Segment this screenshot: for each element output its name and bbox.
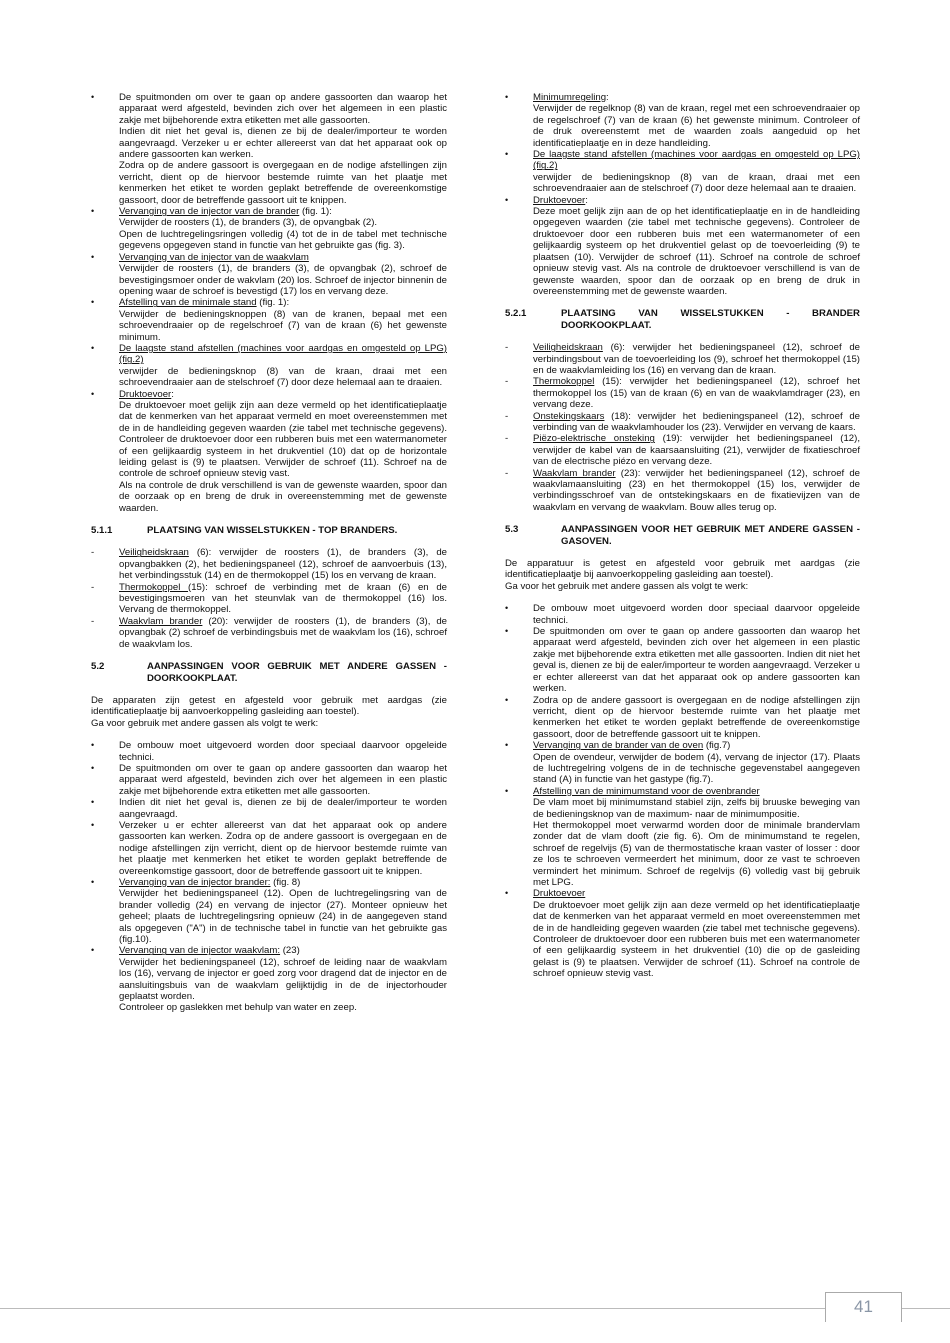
item-title: Druktoevoer bbox=[533, 194, 586, 206]
paragraph: Verwijder de roosters (1), de branders (3), de opvangbak (2). bbox=[119, 217, 378, 229]
item-title: Druktoevoer bbox=[119, 388, 172, 400]
section-title: AANPASSINGEN VOOR GEBRUIK MET ANDERE GASSEN - DOORKOOKPLAAT. bbox=[147, 661, 447, 684]
item-text: (6): verwijder het bedieningspaneel (12), schroef de verbindingsbout van de toevoerleiding los (9), schroef het thermokoppel (15) en de waakvlamleiding los (16) en vervang dan de kraan. bbox=[533, 342, 860, 376]
item-title-suffix: : bbox=[171, 388, 174, 400]
section-number: 5.2.1 bbox=[505, 308, 527, 320]
list-item bbox=[505, 468, 860, 514]
section-heading bbox=[91, 525, 447, 536]
paragraph: De vlam moet bij minimumstand stabiel zijn, zelfs bij bruuske beweging van de bedieningsknop van de maximum- naar de minimumpositie. bbox=[533, 797, 860, 820]
item-title: Vervanging van de injector van de waakvlam bbox=[119, 251, 309, 263]
paragraph: De apparatuur is getest en afgesteld voor gebruik met aardgas (zie identificatieplaatje bij aanvoerkoppeling gasleiding aan toestel). bbox=[505, 558, 860, 581]
item-text: (23): verwijder het bedieningspaneel (12), schroef de waakvlamaansluiting (23) en het thermokoppel (15) los, verwijder de verbindingsschroef van de ontstekingskaars en de fixatievijzen van de waakvlam en vervang de waakvlam. Bouw alles terug op. bbox=[533, 467, 861, 513]
paragraph: Open de ovendeur, verwijder de bodem (4), vervang de injector (17). Plaats de luchtregelring volgens de in de technische gegevenstabel aangegeven stand (A) in functie van het gastype (fig.7). bbox=[533, 751, 860, 786]
paragraph: • De spuitmonden om over te gaan op andere gassoorten dan waarop het apparaat werd afgesteld, bevinden zich over het algemeen in een plastic zakje met bijbehorende extra etiketten met alle gassoorten. bbox=[119, 92, 447, 126]
list-item bbox=[505, 92, 860, 149]
right-column bbox=[505, 92, 860, 980]
item-title-suffix: (fig. 8) bbox=[270, 877, 301, 888]
paragraph: • De ombouw moet uitgevoerd worden door speciaal daarvoor opgeleide technici. bbox=[119, 740, 447, 763]
paragraph: • De ombouw moet uitgevoerd worden door speciaal daarvoor opgeleide technici. bbox=[533, 603, 860, 626]
item-title: Veiligheidskraan bbox=[119, 547, 189, 559]
list-item bbox=[505, 376, 860, 410]
paragraph: De druktoevoer moet gelijk zijn aan deze vermeld op het identificatieplaatje dat de kenmerken van het apparaat vermeld en moet overeenstemmen met de in de handleiding gegeven waarden (zie tabel met technische gegevens). Controleer de druktoevoer door een rubberen buis met een watermanometer of een gelijkaardig systeem in het drukventiel (10) die op de gasleiding gelast is (9) te plaatsen. Verwijder de schroef (11). Schroef na controle de schroef opnieuw stevig vast. bbox=[533, 899, 860, 980]
paragraph: De druktoevoer moet gelijk zijn aan deze vermeld op het identificatieplaatje dat de kenmerken van het apparaat vermeld en moet overeenstemmen met de in de handleiding gegeven waarden (zie tabel met technische gegevens). Controleer de druktoevoer door een rubberen buis met een watermanometer of een gelijkaardig systeem in het drukventiel (10) dat op de horizontale leiding gelast is (9) te plaatsen. Verwijder de schroef (11). Schroef na de controle de schroef opnieuw stevig vast. bbox=[119, 399, 447, 480]
list-item bbox=[91, 547, 447, 581]
item-title: Vervanging van de injector van de brander bbox=[119, 206, 300, 218]
paragraph: • Indien dit niet het geval is, dienen ze bij de dealer/importeur te worden aangevraagd. bbox=[119, 797, 447, 820]
item-title-suffix: (fig. 1): bbox=[299, 206, 332, 218]
paragraph: Verwijder het bedieningspaneel (12), schroef de leiding naar de waakvlam los (16), vervang de injector er goed zorg voor dragend dat de injector en de aansluitingsbuis van de waakvlam gelijktijdig in de de injectorhouder geplaatst worden. bbox=[119, 956, 447, 1003]
list-item bbox=[91, 92, 447, 206]
paragraph: Verwijder de bedieningsknoppen (8) van de kranen, bepaal met een schroevendraaier op de regelschroef (7) van de kraan (6) het gewenste minimum. bbox=[119, 308, 447, 343]
list-item bbox=[91, 343, 447, 389]
list-item bbox=[505, 786, 860, 889]
paragraph: Deze moet gelijk zijn aan de op het identificatieplaatje en in de handleiding opgegeven waarden (zie tabel met technische gegevens). Controleer de druktoevoer door een rubberen buis met een watermanometer of een gelijkaardig systeem op het drukventiel gelast op de toevoerleiding (9) te plaatsen (10). Verwijder de schroef (11). Schroef na controle de schroef opnieuw stevig vast. Als na controle de druktoevoer verschillend is van de gewenste waarden, spoor dan de oorzaak op en breng de druk in overeenstemming met de gewenste waarden. bbox=[533, 206, 860, 297]
list-item bbox=[91, 763, 447, 797]
paragraph: Als na controle de druk verschillend is van de gewenste waarden, spoor dan de oorzaak op en breng de druk in overeenstemming met de gewenste waarden. bbox=[119, 479, 447, 514]
paragraph: De apparaten zijn getest en afgesteld voor gebruik met aardgas (zie identificatieplaatje bij aanvoerkoppeling gasleiding aan toestel). bbox=[91, 694, 447, 718]
section-title: PLAATSING VAN WISSELSTUKKEN - TOP BRANDERS. bbox=[147, 525, 398, 537]
paragraph: Controleer op gaslekken met behulp van water en zeep. bbox=[119, 1002, 357, 1014]
list-item bbox=[505, 603, 860, 626]
item-title: Piëzo-elektrische onsteking bbox=[533, 433, 655, 445]
paragraph: Open de luchtregelingsringen volledig (4) tot de in de tabel met technische gegevens opgegeven stand in functie van het gebruikte gas (fig. 3). bbox=[119, 228, 447, 252]
item-title: Afstelling van de minimumstand voor de ovenbrander bbox=[533, 785, 760, 797]
list-item bbox=[505, 411, 860, 434]
section-heading bbox=[91, 661, 447, 684]
item-title: Onstekingskaars bbox=[533, 410, 605, 422]
section-number: 5.1.1 bbox=[91, 525, 113, 537]
list-item bbox=[91, 389, 447, 514]
item-title: Thermokoppel bbox=[119, 581, 189, 593]
section-title: PLAATSING VAN WISSELSTUKKEN - BRANDER DOORKOOKPLAAT. bbox=[561, 308, 860, 331]
paragraph: • Verzeker u er echter allereerst van dat het apparaat ook op andere gassoorten kan werken. Zodra op de andere gassoort is overgegaan en de nodige afstellingen zijn verricht, dient op de hiervoor bestemde ruimte van het plaatje met kenmerken het etiket te worden geplakt betreffende de overeenkomstige gassoort, door de betreffende gassoort uit te knippen. bbox=[119, 819, 447, 877]
section-number: 5.3 bbox=[505, 524, 519, 536]
paragraph: verwijder de bedieningsknop (8) van de kraan, draai met een schroevendraaier aan de stelschroef (7) door deze helemaal aan te draaien. bbox=[119, 365, 447, 389]
item-title: Waakvlam brander bbox=[119, 615, 203, 627]
item-title: Waakvlam brander bbox=[533, 467, 616, 479]
list-item bbox=[505, 626, 860, 694]
list-item bbox=[91, 206, 447, 252]
list-item bbox=[91, 877, 447, 945]
item-text: (15): schroef de verbinding met de kraan (6) en de bevestigingsmoeren van het steunvlak van de thermokoppel (16) los. Vervang de thermokoppel. bbox=[119, 581, 447, 616]
paragraph: verwijder de bedieningsknop (8) van de kraan, draai met een schroevendraaier aan de stelschroef (7) door deze helemaal aan te draaien. bbox=[533, 171, 860, 195]
item-title: Vervanging van de injector brander: bbox=[119, 877, 271, 888]
item-title-suffix: (fig.7) bbox=[703, 740, 731, 752]
section-title: AANPASSINGEN VOOR HET GEBRUIK MET ANDERE GASSEN - GASOVEN. bbox=[561, 524, 860, 547]
item-title: Minimumregeling bbox=[533, 92, 607, 103]
paragraph: Verwijder de roosters (1), de branders (3), de opvangbak (2), schroef de bevestigingsmoer onder de wakvlam (20) los. Schroef de injector binnenin de opening waar de schroef is bevestigd (17) los en vervang deze. bbox=[119, 263, 447, 297]
item-title: Afstelling van de minimale stand bbox=[119, 297, 257, 309]
paragraph: • De spuitmonden om over te gaan op andere gassoorten dan waarop het apparaat werd afgesteld, bevinden zich over het algemeen in een plastic zakje met bijbehorende extra etiketten met alle gassoorten. bbox=[119, 762, 447, 797]
item-text: (19): verwijder het bedieningspaneel (12), verwijder de kabel van de kaarsaansluiting (21), verwijder de fixatieschroef van de electrische piézo en vervang deze. bbox=[533, 433, 860, 468]
item-text: (18): verwijder het bedieningspaneel (12), schroef de verbinding van de waakvlamhouder los (23). Verwijder en vervang de kaars. bbox=[533, 410, 860, 433]
list-item bbox=[91, 252, 447, 298]
item-text: (6): verwijder de roosters (1), de branders (3), de opvangbakken (2), het bedieningspaneel (12), schroef de aanvoerbuis (13), het verbindingsstuk (14) en de thermokoppel (15) los en vervang de kraan. bbox=[119, 547, 447, 582]
list-item bbox=[91, 582, 447, 616]
item-title: Thermokoppel bbox=[533, 376, 595, 388]
list-item bbox=[505, 149, 860, 195]
section-heading bbox=[505, 524, 860, 547]
paragraph: • De spuitmonden om over te gaan op andere gassoorten dan waarop het apparaat werd afgesteld, bevinden zich over het algemeen in een plastic zakje met bijbehorende extra etiketten met alle gassoorten. Indien dit niet het geval is, dienen ze bij de ealer/importeur te worden aangevraagd. Verzeker u er echter allereerst van dat het apparaat ook op andere gassoorten kan werken. bbox=[533, 626, 860, 695]
footer-divider bbox=[0, 1308, 950, 1309]
paragraph: Indien dit niet het geval is, dienen ze bij de dealer/importeur te worden aangevraagd. Verzeker u er echter allereerst van dat het apparaat ook op andere gassoorten kan werken. bbox=[119, 126, 447, 161]
paragraph: Zodra op de andere gassoort is overgegaan en de nodige afstellingen zijn verricht, dient op de hiervoor bestemde ruimte van het plaatje met kenmerken het etiket te worden geplakt betreffende de overeenkomstige gassoort, door de betreffende gassoort uit te knippen. bbox=[119, 160, 447, 206]
paragraph: Ga voor gebruik met andere gassen als volgt te werk: bbox=[91, 717, 319, 729]
item-title-suffix: (fig. 1): bbox=[256, 297, 290, 309]
item-text: (20): verwijder de roosters (1), de branders (3), de opvangbak (2) schroef de verbindingsbuis met de waakvlam los (16), schroef de waakvlam los. bbox=[119, 615, 448, 650]
item-title: Vervanging van de injector waakvlam: bbox=[119, 945, 281, 957]
section-number: 5.2 bbox=[91, 661, 105, 673]
list-item bbox=[505, 433, 860, 467]
paragraph: Het thermokoppel moet verwarmd worden door de minimale brandervlam zonder dat de vlam dooft (zie fig. 6). Om de minimumstand te regelen, schroef de regelvijs (5) van de thermostatische kraan vaster of losser : door ze los te schroeven vermeerdert het minimum, door ze vast te schroeven vermindert het minimum. Schroef de regelvijs (6) volledig vast bij gebruik met LPG. bbox=[533, 819, 860, 888]
list-item bbox=[91, 297, 447, 343]
item-title-suffix: : bbox=[585, 194, 588, 206]
paragraph: Verwijder de regelknop (8) van de kraan, regel met een schroevendraaier op de regelschroef (7) van de kraan (6) het gewenste minimum. Controleer of de druk overeenstemt met de waarden zoals aangeduid op het identificatieplaatje en in deze handleiding. bbox=[533, 103, 860, 149]
item-title-suffix: : bbox=[606, 92, 609, 103]
section-heading bbox=[505, 308, 860, 331]
item-title: Vervanging van de brander van de oven bbox=[533, 740, 704, 752]
item-text: (15): verwijder het bedieningspaneel (12), schroef het thermokoppel los (15) van de kraan (6) en van de waakvlamdrager (23), en vervang deze. bbox=[533, 376, 860, 411]
list-item bbox=[505, 888, 860, 979]
list-item bbox=[91, 820, 447, 877]
left-column bbox=[91, 92, 447, 1014]
item-title-suffix: (23) bbox=[280, 945, 300, 957]
paragraph: Verwijder het bedieningspaneel (12). Open de luchtregelingsring van de brander volledig (24) en vervang de injector (27). Monteer opnieuw het geheel; plaats de luchtregelingsring opnieuw (24) in de aangegeven stand als opgegeven ("A") in de technische tabel in functie van het gebruikte gas (fig.10). bbox=[119, 888, 447, 946]
item-title: Veiligheidskraan bbox=[533, 342, 603, 354]
item-title: De laagste stand afstellen (machines voor aardgas en omgesteld op LPG) (fig.2) bbox=[119, 342, 447, 366]
paragraph: Ga voor het gebruik met andere gassen als volgt te werk: bbox=[505, 580, 749, 592]
paragraph: • Zodra op de andere gassoort is overgegaan en de nodige afstellingen zijn verricht, dient op de hiervoor bestemde ruimte van het plaatje met kenmerken het etiket te worden geplakt betreffende de overeenkomstige gassoort, door de betreffende gassoort uit te knippen. bbox=[533, 694, 860, 740]
list-item bbox=[505, 695, 860, 741]
list-item bbox=[505, 342, 860, 376]
item-title: De laagste stand afstellen (machines voor aardgas en omgesteld op LPG) (fig.2) bbox=[533, 149, 860, 172]
list-item bbox=[505, 195, 860, 298]
list-item bbox=[91, 616, 447, 650]
list-item bbox=[91, 797, 447, 820]
item-title: Druktoevoer bbox=[533, 888, 586, 900]
list-item bbox=[91, 945, 447, 1013]
list-item bbox=[91, 740, 447, 763]
page-number-box bbox=[825, 1292, 902, 1322]
page-number: 41 bbox=[854, 1297, 873, 1316]
list-item bbox=[505, 740, 860, 786]
